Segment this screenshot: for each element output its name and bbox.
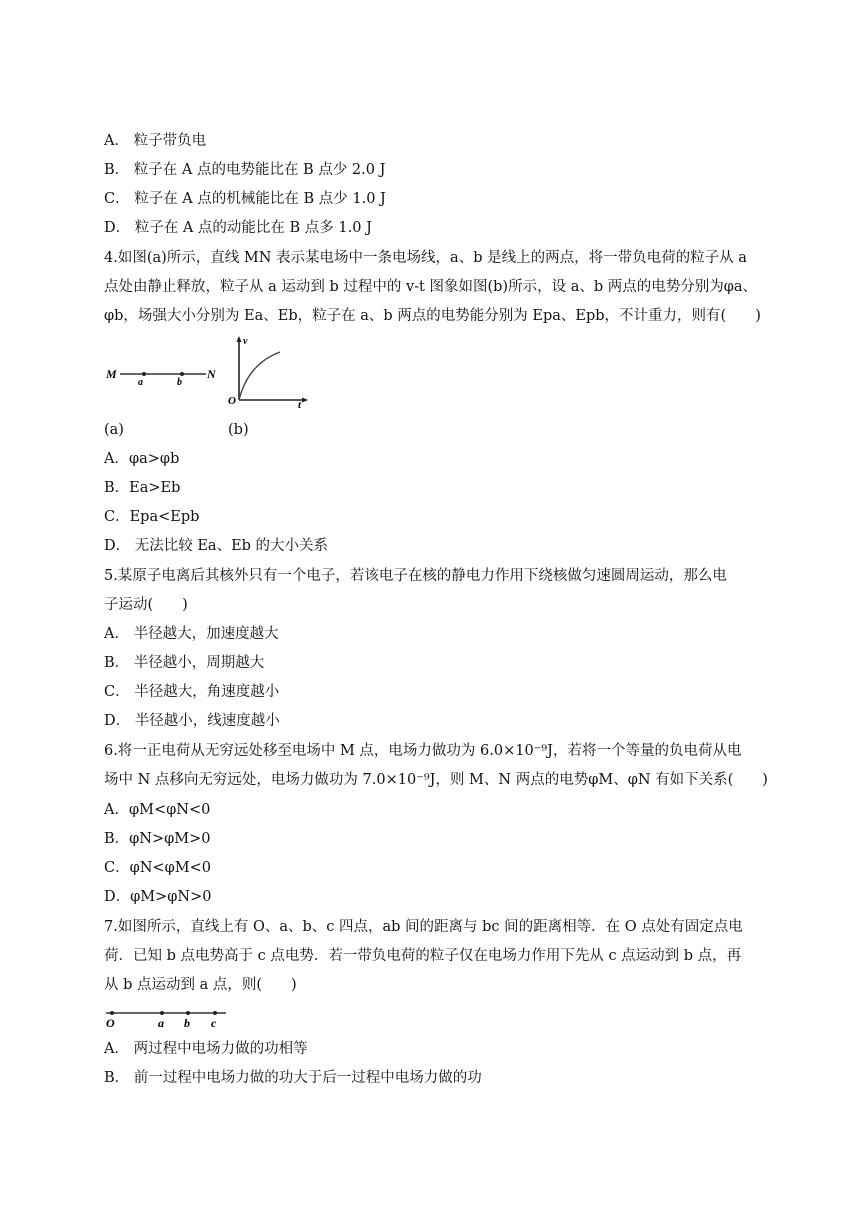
q4-option-d: D． 无法比较 Ea、Eb 的大小关系 <box>104 538 329 554</box>
q5-stem-line1: 5.某原子电离后其核外只有一个电子，若该电子在核的静电力作用下绕核做匀速圆周运动，那么电 <box>104 568 727 584</box>
label-N: N <box>207 367 216 381</box>
label-a: a <box>138 377 143 386</box>
q7-stem-line2: 荷．已知 b 点电势高于 c 点电势．若一带负电荷的粒子仅在电场力作用下先从 c 点运动到 b 点，再 <box>104 948 742 964</box>
q5-option-a: A． 半径越大，加速度越大 <box>104 626 279 642</box>
q5-option-d: D． 半径越小，线速度越小 <box>104 713 280 729</box>
label-a: a <box>158 1016 164 1030</box>
q7-option-a: A． 两过程中电场力做的功相等 <box>104 1041 308 1057</box>
q3-option-a: A． 粒子带负电 <box>104 133 207 149</box>
label-O: O <box>106 1016 115 1030</box>
label-c: c <box>211 1016 217 1030</box>
q6-option-d: D．φM>φN>0 <box>104 889 212 905</box>
q5-stem-line2: 子运动( ) <box>104 597 188 613</box>
q7-stem-line3: 从 b 点运动到 a 点，则( ) <box>104 977 297 993</box>
q4-figure-a <box>104 362 220 386</box>
label-v: v <box>243 336 248 347</box>
q4-figure-b <box>226 334 310 408</box>
label-t: t <box>298 399 302 408</box>
q4-option-c: C．Epa<Epb <box>104 509 200 525</box>
q4-option-b: B．Ea>Eb <box>104 480 181 496</box>
q3-option-c: C． 粒子在 A 点的机械能比在 B 点少 1.0 J <box>104 191 386 207</box>
q7-stem-line1: 7.如图所示，直线上有 O、a、b、c 四点，ab 间的距离与 bc 间的距离相等．在 O 点处有固定点电 <box>104 919 743 935</box>
label-M: M <box>106 367 117 381</box>
figure-b-caption: (b) <box>228 422 249 438</box>
q6-option-c: C．φN<φM<0 <box>104 860 211 876</box>
q7-figure <box>104 1008 228 1030</box>
label-O: O <box>228 395 236 407</box>
q4-stem-line2: 点处由静止释放，粒子从 a 运动到 b 过程中的 v-t 图象如图(b)所示，设 a、b 两点的电势分别为φa、 <box>104 279 758 295</box>
label-b: b <box>177 377 182 386</box>
q4-stem-line3: φb，场强大小分别为 Ea、Eb，粒子在 a、b 两点的电势能分别为 Epa、Epb，不计重力，则有( ) <box>104 308 761 324</box>
q6-stem-line2: 场中 N 点移向无穷远处，电场力做功为 7.0×10⁻⁹J，则 M、N 两点的电势φM、φN 有如下关系( ) <box>104 772 768 788</box>
q7-option-b: B． 前一过程中电场力做的功大于后一过程中电场力做的功 <box>104 1070 482 1086</box>
q4-stem-line1: 4.如图(a)所示，直线 MN 表示某电场中一条电场线，a、b 是线上的两点，将一带负电荷的粒子从 a <box>104 250 747 266</box>
label-b: b <box>184 1016 190 1030</box>
q4-option-a: A．φa>φb <box>104 451 180 467</box>
q6-stem-line1: 6.将一正电荷从无穷远处移至电场中 M 点，电场力做功为 6.0×10⁻⁹J，若将一个等量的负电荷从电 <box>104 743 742 759</box>
q6-option-a: A．φM<φN<0 <box>104 802 211 818</box>
q5-option-b: B． 半径越小，周期越大 <box>104 655 265 671</box>
q3-option-b: B． 粒子在 A 点的电势能比在 B 点少 2.0 J <box>104 162 386 178</box>
q5-option-c: C． 半径越大，角速度越小 <box>104 684 280 700</box>
figure-a-caption: (a) <box>104 422 124 438</box>
q3-option-d: D． 粒子在 A 点的动能比在 B 点多 1.0 J <box>104 220 372 236</box>
q6-option-b: B．φN>φM>0 <box>104 831 211 847</box>
